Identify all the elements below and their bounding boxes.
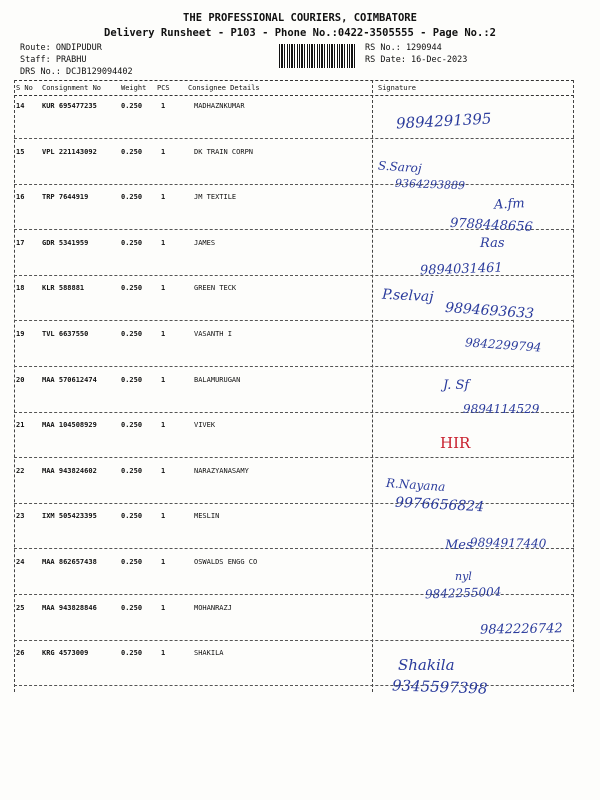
consignee-cell: DK TRAIN CORPN bbox=[194, 147, 254, 156]
table-top-rule bbox=[14, 80, 574, 81]
signature-handwriting: 9894693633 bbox=[444, 299, 535, 323]
weight-cell: 0.250 bbox=[121, 375, 143, 384]
weight-cell: 0.250 bbox=[121, 466, 143, 475]
signature-scribble: Ras bbox=[480, 236, 505, 251]
consignee-cell: MESLIN bbox=[194, 512, 220, 521]
consignment-cell: KUR 695477235 bbox=[42, 102, 97, 110]
consignee-cell: SHAKILA bbox=[194, 649, 224, 658]
consignment-cell: MAA 862657438 bbox=[42, 558, 97, 566]
pcs-cell: 1 bbox=[161, 466, 166, 475]
sno-cell: 17 bbox=[16, 238, 25, 247]
pcs-cell: 1 bbox=[161, 238, 166, 247]
sno-cell: 14 bbox=[16, 102, 25, 110]
signature-scribble: A.fm bbox=[493, 196, 526, 213]
consignee-cell: GREEN TECK bbox=[194, 284, 237, 293]
col-header-sno: S No bbox=[16, 84, 33, 92]
col-header-weight: Weight bbox=[121, 84, 147, 92]
weight-cell: 0.250 bbox=[121, 558, 143, 566]
consignment-cell: IXM 505423395 bbox=[42, 512, 97, 521]
consignment-cell: TRP 7644919 bbox=[42, 193, 89, 202]
weight-cell: 0.250 bbox=[121, 512, 143, 521]
consignment-cell: TVL 6637550 bbox=[42, 330, 89, 338]
consignee-cell: JAMES bbox=[194, 238, 216, 247]
sno-cell: 24 bbox=[16, 558, 25, 566]
row-separator bbox=[14, 640, 574, 641]
table-row bbox=[0, 467, 600, 513]
consignee-cell: VASANTH I bbox=[194, 330, 232, 338]
sno-cell: 23 bbox=[16, 512, 25, 521]
pcs-cell: 1 bbox=[161, 512, 166, 521]
rs-no-label: RS No.: 1290944 bbox=[365, 43, 442, 53]
header-left-info bbox=[20, 42, 133, 78]
signature-scribble: S.Saroj bbox=[377, 158, 423, 176]
col-header-consignment: Consignment No bbox=[42, 84, 102, 92]
signature-scribble: J. Sf bbox=[443, 378, 470, 393]
weight-cell: 0.250 bbox=[121, 147, 143, 156]
weight-cell: 0.250 bbox=[121, 603, 143, 612]
consignment-cell: GDR 5341959 bbox=[42, 238, 89, 247]
pcs-cell: 1 bbox=[161, 603, 166, 612]
pcs-cell: 1 bbox=[161, 558, 166, 566]
signature-handwriting: 9842255004 bbox=[424, 584, 502, 602]
consignment-cell: MAA 104508929 bbox=[42, 421, 97, 430]
sno-cell: 18 bbox=[16, 284, 25, 293]
row-separator bbox=[14, 685, 574, 686]
staff-label: Staff: PRABHU bbox=[20, 55, 87, 65]
pcs-cell: 1 bbox=[161, 193, 166, 202]
consignment-cell: KLR 588881 bbox=[42, 284, 85, 293]
sno-cell: 25 bbox=[16, 603, 25, 612]
weight-cell: 0.250 bbox=[121, 284, 143, 293]
sno-cell: 16 bbox=[16, 193, 25, 202]
signature-handwriting: 9894291395 bbox=[395, 109, 492, 133]
signature-handwriting: 9894031461 bbox=[419, 260, 503, 279]
pcs-cell: 1 bbox=[161, 284, 166, 293]
weight-cell: 0.250 bbox=[121, 330, 143, 338]
row-separator bbox=[14, 457, 574, 458]
signature-scribble: Shakila bbox=[398, 656, 455, 674]
signature-scribble: Mes bbox=[445, 538, 473, 553]
consignee-cell: NARAZYANASAMY bbox=[194, 466, 249, 475]
sno-cell: 20 bbox=[16, 375, 25, 384]
consignee-cell: MOHANRAZJ bbox=[194, 603, 232, 612]
table-row bbox=[0, 558, 600, 604]
drs-label: DRS No.: DCJB129094402 bbox=[20, 67, 133, 77]
signature-scribble: nyl bbox=[455, 570, 472, 583]
col-header-pcs: PCS bbox=[157, 84, 170, 92]
signature-handwriting: 9894917440 bbox=[469, 535, 547, 551]
row-separator bbox=[14, 366, 574, 367]
consignee-cell: MADHAZNKUMAR bbox=[194, 102, 245, 110]
signature-handwriting: 9364293889 bbox=[394, 176, 466, 193]
col-header-consignee: Consignee Details bbox=[188, 84, 260, 92]
row-separator bbox=[14, 138, 574, 139]
sno-cell: 19 bbox=[16, 330, 25, 338]
signature-handwriting: 9842299794 bbox=[464, 335, 542, 355]
col-header-signature: Signature bbox=[378, 84, 416, 92]
consignment-cell: KRG 4573009 bbox=[42, 649, 89, 658]
row-separator bbox=[14, 503, 574, 504]
weight-cell: 0.250 bbox=[121, 649, 143, 658]
consignee-cell: OSWALDS ENGG CO bbox=[194, 558, 258, 566]
weight-cell: 0.250 bbox=[121, 238, 143, 247]
company-title: THE PROFESSIONAL COURIERS, COIMBATORE bbox=[183, 12, 417, 24]
weight-cell: 0.250 bbox=[121, 193, 143, 202]
signature-handwriting: 9788448656 bbox=[449, 215, 534, 236]
consignment-cell: MAA 943828846 bbox=[42, 603, 97, 612]
consignee-cell: BALAMURUGAN bbox=[194, 375, 241, 384]
pcs-cell: 1 bbox=[161, 421, 166, 430]
signature-scribble: P.selvaj bbox=[381, 286, 434, 306]
signature-handwriting: HIR bbox=[440, 434, 471, 452]
signature-handwriting: 9894114529 bbox=[463, 402, 540, 416]
sno-cell: 15 bbox=[16, 147, 25, 156]
signature-handwriting: 9345597398 bbox=[391, 676, 488, 698]
header-bottom-rule bbox=[14, 95, 574, 96]
pcs-cell: 1 bbox=[161, 649, 166, 658]
weight-cell: 0.250 bbox=[121, 102, 143, 110]
pcs-cell: 1 bbox=[161, 102, 166, 110]
table-row bbox=[0, 148, 600, 194]
weight-cell: 0.250 bbox=[121, 421, 143, 430]
sno-cell: 26 bbox=[16, 649, 25, 658]
signature-handwriting: 9842226742 bbox=[479, 621, 563, 638]
row-separator bbox=[14, 184, 574, 185]
rs-date-label: RS Date: 16-Dec-2023 bbox=[365, 55, 468, 65]
table-row bbox=[0, 102, 600, 148]
sno-cell: 22 bbox=[16, 466, 25, 475]
pcs-cell: 1 bbox=[161, 330, 166, 338]
consignee-cell: VIVEK bbox=[194, 421, 216, 430]
signature-handwriting: 9976656824 bbox=[394, 494, 485, 516]
consignment-cell: VPL 221143092 bbox=[42, 147, 97, 156]
runsheet-subtitle: Delivery Runsheet - P103 - Phone No.:0422-3505555 - Page No.:2 bbox=[104, 27, 496, 39]
table-row bbox=[0, 239, 600, 285]
consignee-cell: JM TEXTILE bbox=[194, 193, 237, 202]
table-row bbox=[0, 330, 600, 376]
table-row bbox=[0, 649, 600, 698]
route-label: Route: ONDIPUDUR bbox=[20, 43, 102, 53]
signature-scribble: R.Nayana bbox=[385, 475, 446, 495]
row-separator bbox=[14, 320, 574, 321]
pcs-cell: 1 bbox=[161, 147, 166, 156]
consignment-cell: MAA 570612474 bbox=[42, 375, 97, 384]
sno-cell: 21 bbox=[16, 421, 25, 430]
header-right-info bbox=[365, 42, 467, 66]
pcs-cell: 1 bbox=[161, 375, 166, 384]
table-row bbox=[0, 421, 600, 467]
consignment-cell: MAA 943824602 bbox=[42, 466, 97, 475]
barcode bbox=[279, 44, 357, 68]
